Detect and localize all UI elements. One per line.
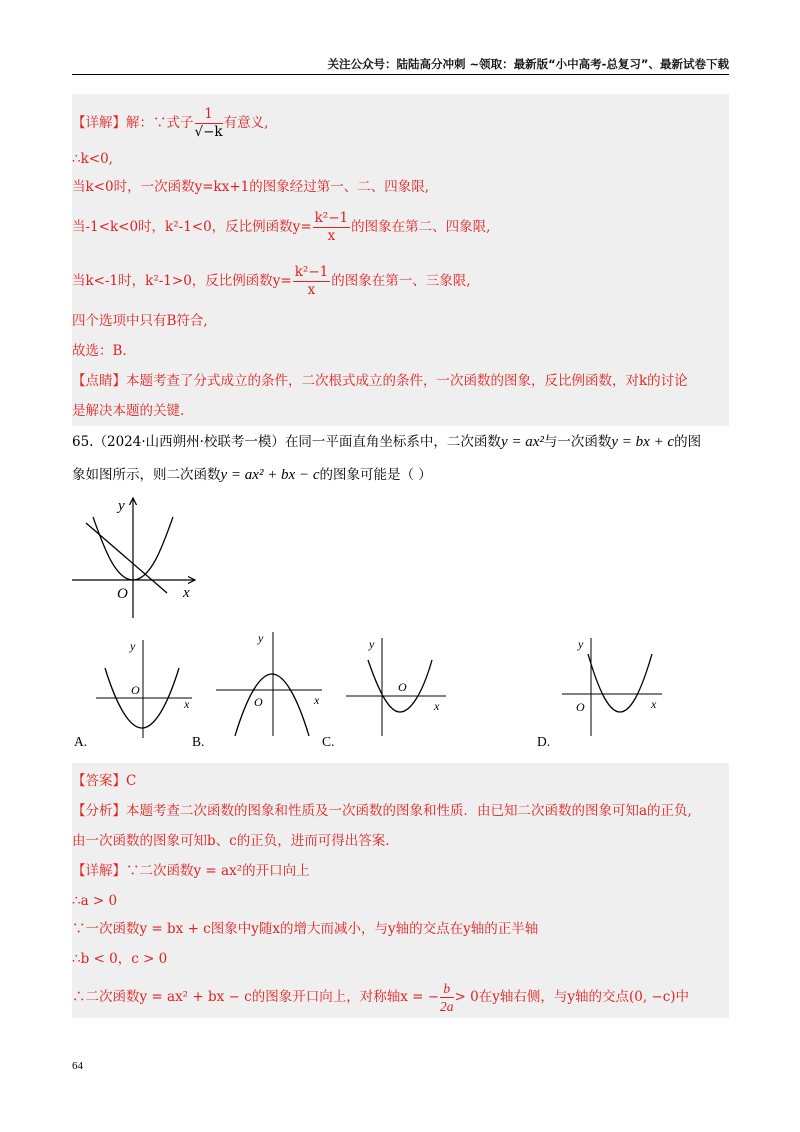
option-c-label[interactable]: C. [322, 734, 335, 749]
analysis-line-2: 由一次函数的图象可知b、c的正负，进而可得出答案. [72, 833, 390, 849]
svg-text:O: O [254, 695, 263, 709]
y-axis-label: y [118, 498, 125, 514]
svg-text:x: x [651, 697, 657, 711]
detail-line-2: ∴k<0, [72, 151, 113, 167]
option-b-parabola [235, 674, 309, 736]
svg-text:y: y [258, 631, 264, 645]
x-axis-label: x [183, 585, 190, 601]
analysis-line-1: 【分析】本题考查二次函数的图象和性质及一次函数的图象和性质．由已知二次函数的图象可知a的正负, [72, 803, 692, 819]
page-number: 64 [72, 1060, 83, 1072]
point-line-2: 是解决本题的关键. [72, 403, 185, 419]
svg-text:O: O [576, 700, 585, 714]
detail2-line-4: ∴b < 0，c > 0 [72, 951, 168, 967]
detail2-line-1: 【详解】∵二次函数y = ax²的开口向上 [72, 863, 310, 879]
svg-text:x: x [314, 693, 320, 707]
origin-label: O [117, 586, 128, 602]
svg-text:y: y [578, 637, 584, 651]
fraction-k2-minus-1-over-x-2: $\frac{\text{k²−1}}{x}$ [294, 264, 329, 298]
svg-text:y: y [130, 639, 136, 653]
option-c-graph [342, 630, 452, 740]
fraction-b-over-2a: $\frac{b}{2a}$ [440, 981, 454, 1014]
detail-line-5: 当k<-1时，k²-1>0，反比例函数y= $\frac{\text{k²−1}}{x}$ 的图象在第一、三象限, [72, 264, 471, 298]
detail-line-1: 【详解】解：∵式子 $\frac{1}{√-k}$ 有意义, [72, 106, 269, 140]
svg-text:O: O [398, 680, 407, 694]
svg-text:y: y [369, 637, 375, 651]
detail2-line-3: ∵一次函数y = bx + c图象中y随x的增大而减小，与y轴的交点在y轴的正半轴 [72, 921, 539, 937]
line-curve [86, 523, 167, 593]
point-line-1: 【点睛】本题考查了分式成立的条件，二次根式成立的条件，一次函数的图象，反比例函数，对k的讨论 [72, 373, 688, 389]
option-d-graph [558, 630, 668, 740]
option-d-label[interactable]: D. [537, 734, 551, 749]
question-line-2: 象如图所示，则二次函数y = ax² + bx − c的图象可能是（ ） [72, 467, 432, 483]
detail-line-4: 当-1<k<0时，k²-1<0，反比例函数y= $\frac{\text{k²−1}}{x}$ 的图象在第二、四象限, [72, 210, 491, 244]
fraction-k2-minus-1-over-x: $\frac{\text{k²−1}}{x}$ [314, 210, 349, 244]
option-b-label[interactable]: B. [192, 734, 205, 749]
svg-text:O: O [131, 683, 140, 697]
detail2-line-5: ∴二次函数y = ax² + bx − c的图象开口向上，对称轴x = − $\frac{b}{2a}$ > 0在y轴右侧，与y轴的交点(0, −c)中 [72, 981, 690, 1014]
main-graph [60, 490, 210, 620]
question-line-1: 65.（2024·山西朔州·校联考一模）在同一平面直角坐标系中，二次函数y = ax²与一次函数y = bx + c的图 [72, 434, 702, 450]
option-a-label[interactable]: A. [74, 734, 88, 749]
option-b-graph [210, 624, 328, 742]
answer-line: 【答案】C [72, 773, 137, 789]
header-divider [72, 74, 729, 75]
option-d-parabola [588, 654, 652, 712]
fraction-1-over-sqrt: $\frac{1}{√-k}$ [194, 106, 223, 140]
page-header: 关注公众号：陆陆高分冲刺 ~领取：最新版“小中高考-总复习”、最新试卷下载 [327, 57, 729, 71]
detail-line-3: 当k<0时，一次函数y=kx+1的图象经过第一、二、四象限, [72, 179, 430, 195]
option-a-graph [92, 632, 197, 742]
svg-text:x: x [184, 697, 190, 711]
svg-text:x: x [434, 699, 440, 713]
detail2-line-2: ∴a > 0 [72, 893, 118, 909]
detail-line-7: 故选：B. [72, 343, 127, 359]
detail-line-6: 四个选项中只有B符合, [72, 313, 208, 329]
